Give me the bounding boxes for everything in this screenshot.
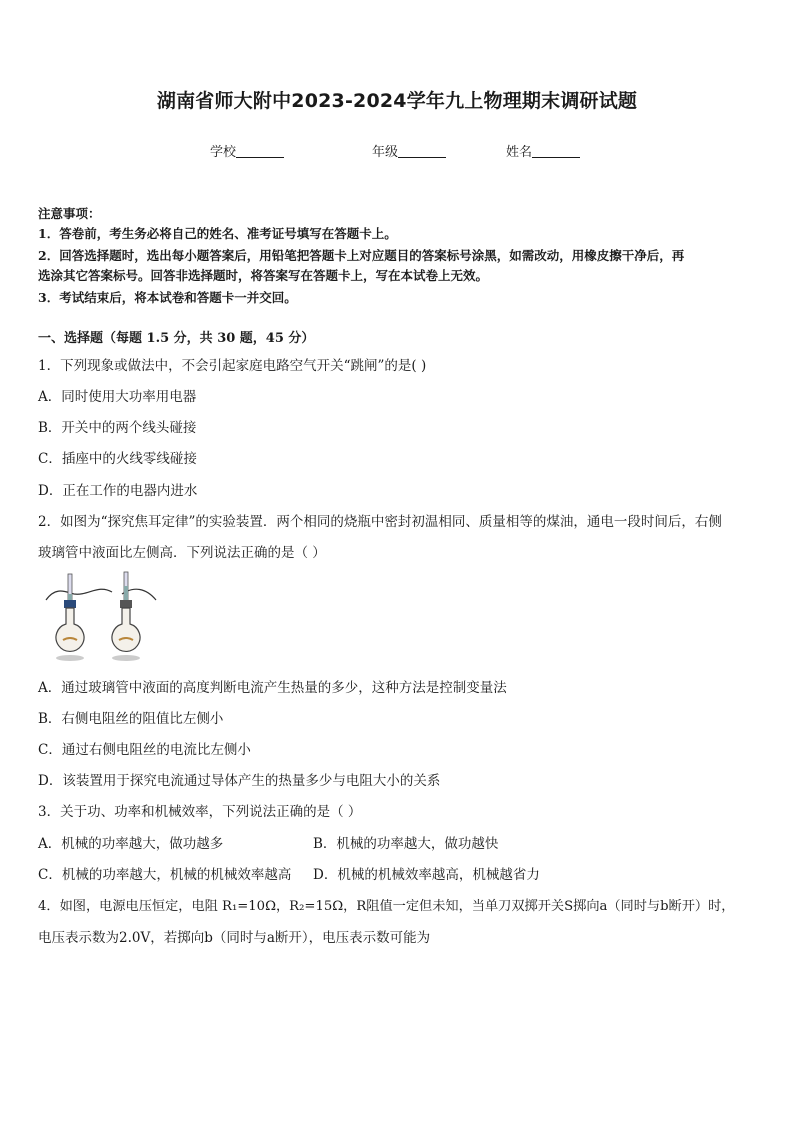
question-1-stem: 1．下列现象或做法中，不会引起家庭电路空气开关“跳闸”的是( )	[38, 358, 427, 374]
apparatus-illustration	[38, 570, 160, 662]
question-2-stem-line1: 2．如图为“探究焦耳定律”的实验装置．两个相同的烧瓶中密封初温相同、质量相等的煤油，通电一段时间后，右侧	[38, 514, 722, 530]
question-4-line1: 4．如图，电源电压恒定，电阻 R₁=10Ω，R₂=15Ω，R阻值一定但未知，当单刀双掷开关S掷向a（同时与b断开）时，	[38, 899, 735, 914]
question-3-option-d: D．机械的机械效率越高，机械越省力	[313, 867, 540, 883]
grade-field	[372, 141, 446, 160]
question-3-stem: 3．关于功、功率和机械效率，下列说法正确的是（ ）	[38, 804, 362, 820]
question-1-option-c: C．插座中的火线零线碰接	[38, 451, 197, 467]
name-field	[506, 141, 580, 160]
question-2-option-d: D．该装置用于探究电流通过导体产生的热量多少与电阻大小的关系	[38, 773, 441, 789]
notice-item: 1．答卷前，考生务必将自己的姓名、准考证号填写在答题卡上。	[38, 226, 397, 241]
left-base	[56, 655, 84, 661]
school-field	[210, 141, 284, 160]
notice-item: 2．回答选择题时，选出每小题答案后，用铅笔把答题卡上对应题目的答案标号涂黑，如需改动，用橡皮擦干净后，再	[38, 248, 685, 263]
notice-item: 选涂其它答案标号。回答非选择题时，将答案写在答题卡上，写在本试卷上无效。	[38, 268, 489, 283]
right-flask	[112, 608, 140, 651]
page-title: 湖南省师大附中2023-2024学年九上物理期末调研试题	[156, 90, 638, 112]
question-1-option-a: A．同时使用大功率用电器	[38, 389, 197, 405]
question-4-line2: 电压表示数为2.0V，若掷向b（同时与a断开），电压表示数可能为	[38, 930, 431, 946]
left-flask	[56, 608, 84, 651]
wire-left	[46, 589, 112, 600]
joule-law-apparatus-figure	[38, 570, 160, 662]
question-2-option-c: C．通过右侧电阻丝的电流比左侧小	[38, 742, 251, 758]
grade-label: 年级	[372, 145, 399, 160]
school-label: 学校	[210, 145, 237, 160]
name-blank	[532, 144, 580, 158]
question-1-option-d: D．正在工作的电器内进水	[38, 483, 198, 499]
question-2-option-b: B．右侧电阻丝的阻值比左侧小	[38, 711, 224, 727]
question-3-option-b: B．机械的功率越大，做功越快	[313, 836, 499, 852]
question-2-option-a: A．通过玻璃管中液面的高度判断电流产生热量的多少，这种方法是控制变量法	[38, 680, 507, 696]
right-stopper	[120, 600, 132, 608]
right-base	[112, 655, 140, 661]
question-3-option-c: C．机械的功率越大，机械的机械效率越高	[38, 867, 292, 883]
notice-item: 3．考试结束后，将本试卷和答题卡一并交回。	[38, 290, 297, 305]
name-label: 姓名	[506, 145, 533, 160]
school-blank	[236, 144, 284, 158]
grade-blank	[398, 144, 446, 158]
question-1-option-b: B．开关中的两个线头碰接	[38, 420, 197, 436]
notice-heading: 注意事项：	[38, 206, 101, 221]
section-heading: 一、选择题（每题 1.5 分，共 30 题，45 分）	[38, 331, 315, 346]
question-3-option-a: A．机械的功率越大，做功越多	[38, 836, 224, 852]
left-stopper	[64, 600, 76, 608]
question-2-stem-line2: 玻璃管中液面比左侧高．下列说法正确的是（ ）	[38, 545, 326, 561]
